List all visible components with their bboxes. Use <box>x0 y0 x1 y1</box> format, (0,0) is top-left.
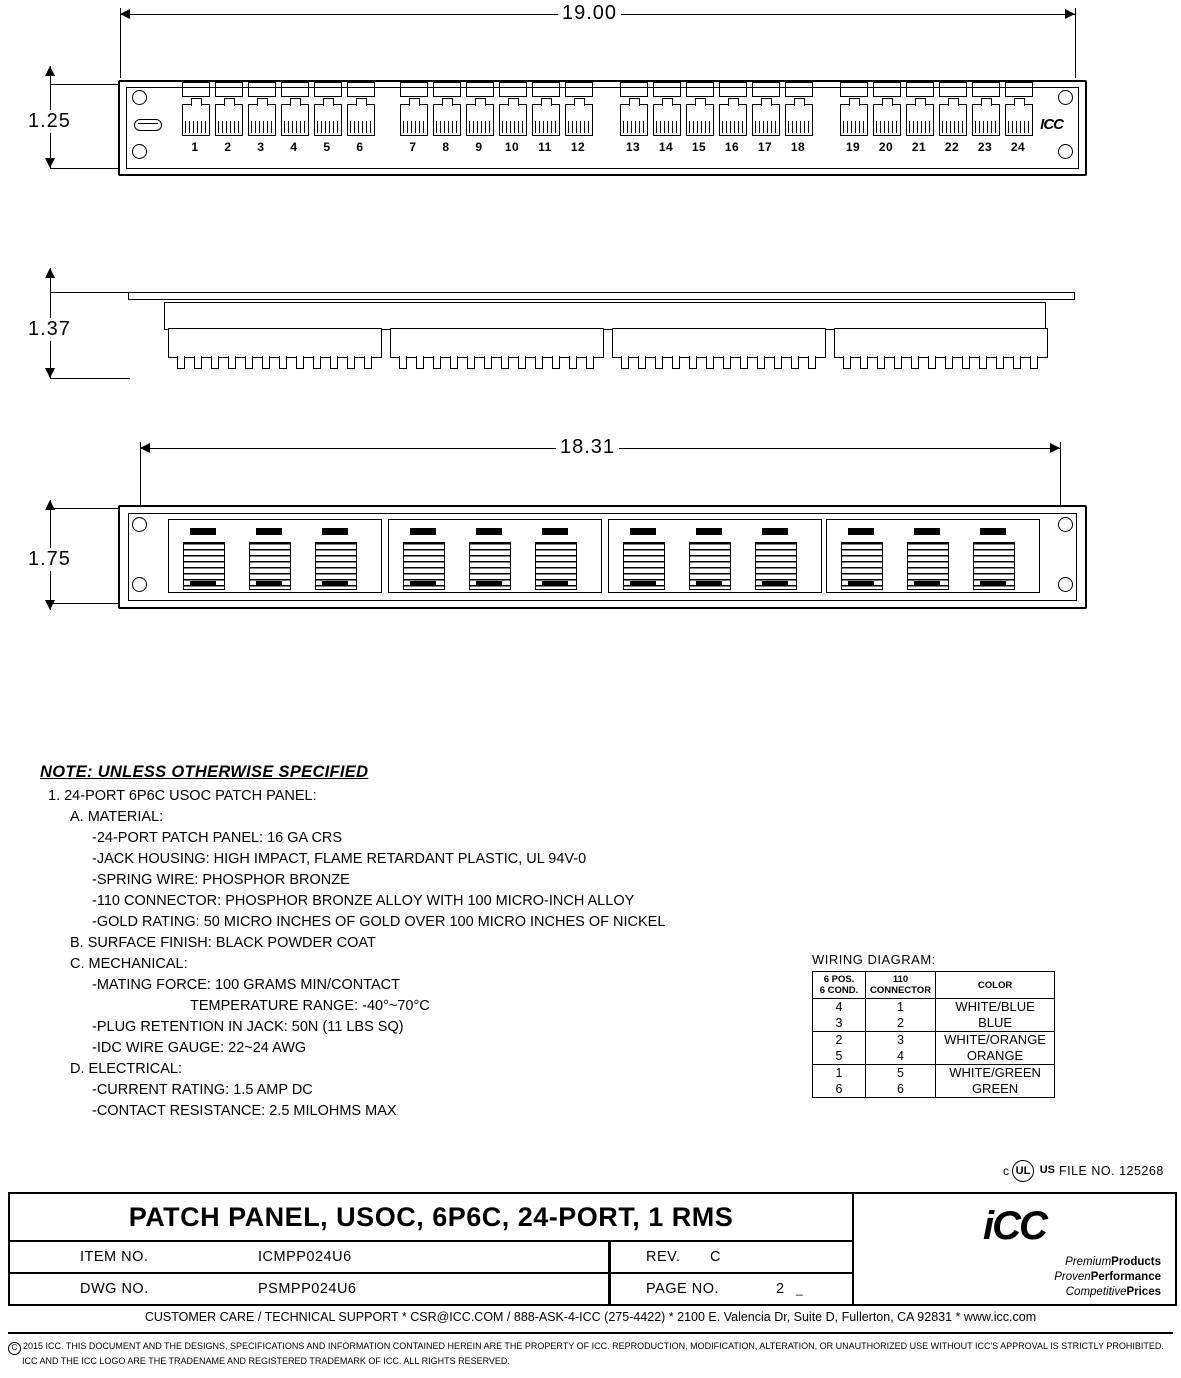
notes-a-line-1: -JACK HOUSING: HIGH IMPACT, FLAME RETARDANT PLASTIC, UL 94V-0 <box>92 851 587 867</box>
title-block-right <box>852 1194 1175 1304</box>
idc-contact <box>911 356 919 369</box>
row-0-color: WHITE/BLUE <box>936 999 1055 1016</box>
idc-contact <box>877 356 885 369</box>
row-1-position: 3 <box>813 1015 866 1032</box>
idc-contact <box>962 356 970 369</box>
table-row <box>813 1081 1055 1098</box>
ul-c-label: c <box>1003 1164 1009 1178</box>
ul-certification-block <box>1005 1160 1164 1182</box>
rear-cap-bar <box>696 528 722 535</box>
tagline-products: Products <box>1111 1256 1161 1268</box>
row-2-connector: 3 <box>866 1032 936 1049</box>
idc-contact <box>638 356 646 369</box>
front-jack-group <box>120 82 1085 174</box>
port-label-window-13 <box>620 82 648 97</box>
arrow-down-rear-height <box>45 600 55 610</box>
rear-cap-bar <box>190 528 216 535</box>
rev-value: C <box>710 1249 721 1265</box>
table-row <box>813 1048 1055 1065</box>
dwg-no-label: DWG NO. <box>80 1281 149 1297</box>
rj-jack-port-17 <box>752 104 780 136</box>
tagline-premium: Premium <box>1065 1256 1112 1268</box>
jack-contacts <box>722 121 744 133</box>
port-label-window-6 <box>347 82 375 97</box>
rear-foot-bar <box>542 581 568 586</box>
idc-contact <box>416 356 424 369</box>
port-number-15: 15 <box>691 140 707 154</box>
ext-line-side-top <box>50 292 130 293</box>
port-number-22: 22 <box>944 140 960 154</box>
ext-line-side-bottom <box>50 378 130 379</box>
idc-contact <box>228 356 236 369</box>
idc-contact <box>689 356 697 369</box>
icc-brand-mark: ICC <box>1040 116 1063 133</box>
rear-cap-bar <box>542 528 568 535</box>
ext-line-rear-bottom <box>50 603 122 604</box>
rear-foot-bar <box>322 581 348 586</box>
notes-title: NOTE: UNLESS OTHERWISE SPECIFIED <box>40 763 369 781</box>
rj-jack-port-9 <box>466 104 494 136</box>
jack-contacts <box>251 121 273 133</box>
ext-line-rear-top <box>50 508 122 509</box>
jack-contacts <box>876 121 898 133</box>
rj-jack-port-23 <box>972 104 1000 136</box>
header-position-line2: 6 COND. <box>819 985 859 996</box>
jack-contacts <box>403 121 425 133</box>
tagline-competitive-prices <box>1066 1286 1161 1298</box>
rj-jack-port-11 <box>532 104 560 136</box>
idc-contact <box>535 356 543 369</box>
header-position-line1: 6 POS. <box>823 974 855 985</box>
rear-foot-bar <box>980 581 1006 586</box>
idc-contact <box>399 356 407 369</box>
idc-contact <box>450 356 458 369</box>
row-3-color: ORANGE <box>936 1048 1055 1065</box>
rj-jack-port-14 <box>653 104 681 136</box>
tagline-prices: Prices <box>1126 1286 1161 1298</box>
port-number-10: 10 <box>504 140 520 154</box>
arrow-up-front-height <box>45 66 55 76</box>
row-2-position: 2 <box>813 1032 866 1049</box>
jack-contacts <box>185 121 207 133</box>
port-label-window-15 <box>686 82 714 97</box>
jack-contacts <box>284 121 306 133</box>
rj-jack-port-20 <box>873 104 901 136</box>
port-label-window-8 <box>433 82 461 97</box>
port-label-window-17 <box>752 82 780 97</box>
rear-module-2 <box>388 519 602 593</box>
notes-d-line-0: -CURRENT RATING: 1.5 AMP DC <box>92 1082 313 1098</box>
dim-rear-width: 18.31 <box>556 436 619 459</box>
notes-a-line-0: -24-PORT PATCH PANEL: 16 GA CRS <box>92 830 343 846</box>
port-label-window-7 <box>400 82 428 97</box>
port-label-window-18 <box>785 82 813 97</box>
side-module-3 <box>612 328 826 358</box>
port-number-17: 17 <box>757 140 773 154</box>
port-number-16: 16 <box>724 140 740 154</box>
title-block-row-dwg <box>10 1274 852 1304</box>
idc-contact <box>621 356 629 369</box>
idc-contact <box>245 356 253 369</box>
idc-contact <box>330 356 338 369</box>
ul-circle-icon: UL <box>1012 1160 1034 1182</box>
idc-contact <box>433 356 441 369</box>
header-connector-line2: CONNECTOR <box>870 985 932 996</box>
port-number-24: 24 <box>1010 140 1026 154</box>
side-module-group <box>128 292 1073 372</box>
idc-contact <box>364 356 372 369</box>
port-number-18: 18 <box>790 140 806 154</box>
jack-contacts <box>502 121 524 133</box>
idc-contact <box>774 356 782 369</box>
rear-module-1 <box>168 519 382 593</box>
idc-contact <box>569 356 577 369</box>
table-header-row <box>813 972 1055 999</box>
jack-contacts <box>568 121 590 133</box>
jack-contacts <box>317 121 339 133</box>
port-label-window-9 <box>466 82 494 97</box>
port-label-window-21 <box>906 82 934 97</box>
port-label-window-16 <box>719 82 747 97</box>
ext-line-right-rear <box>1060 442 1061 512</box>
rj-jack-port-24 <box>1005 104 1033 136</box>
jack-contacts <box>755 121 777 133</box>
jack-contacts <box>218 121 240 133</box>
idc-contact <box>894 356 902 369</box>
idc-contact <box>262 356 270 369</box>
port-number-19: 19 <box>845 140 861 154</box>
idc-contact <box>484 356 492 369</box>
jack-contacts <box>788 121 810 133</box>
port-label-window-24 <box>1005 82 1033 97</box>
table-row <box>813 1015 1055 1032</box>
rear-foot-bar <box>410 581 436 586</box>
idc-contact <box>928 356 936 369</box>
rear-cap-bar <box>848 528 874 535</box>
port-label-window-20 <box>873 82 901 97</box>
idc-contact <box>1013 356 1021 369</box>
dim-rear-height: 1.75 <box>24 548 75 571</box>
jack-contacts <box>469 121 491 133</box>
row-1-connector: 2 <box>866 1015 936 1032</box>
tagline-competitive: Competitive <box>1065 1286 1127 1298</box>
port-number-4: 4 <box>290 140 298 154</box>
dim-front-width: 19.00 <box>558 2 621 25</box>
jack-contacts <box>436 121 458 133</box>
rear-foot-bar <box>256 581 282 586</box>
rear-foot-bar <box>914 581 940 586</box>
rear-cap-bar <box>322 528 348 535</box>
port-label-window-22 <box>939 82 967 97</box>
row-3-connector: 4 <box>866 1048 936 1065</box>
rear-cap-bar <box>410 528 436 535</box>
rj-jack-port-1 <box>182 104 210 136</box>
rj-jack-port-10 <box>499 104 527 136</box>
notes-c-line-0: -MATING FORCE: 100 GRAMS MIN/CONTACT <box>92 977 401 993</box>
wiring-diagram-title: WIRING DIAGRAM: <box>812 952 936 967</box>
notes-b-line: B. SURFACE FINISH: BLACK POWDER COAT <box>70 935 376 951</box>
rear-view-panel <box>118 505 1087 609</box>
port-number-3: 3 <box>257 140 265 154</box>
port-label-window-14 <box>653 82 681 97</box>
icc-logo: iCC <box>983 1204 1046 1248</box>
rj-jack-port-8 <box>433 104 461 136</box>
idc-contact <box>843 356 851 369</box>
idc-contact <box>279 356 287 369</box>
rj-jack-port-21 <box>906 104 934 136</box>
side-module-4 <box>834 328 1048 358</box>
arrow-down-front-height <box>45 158 55 168</box>
title-block-divider-2 <box>608 1274 611 1304</box>
copyright-line-2: ICC AND THE ICC LOGO ARE THE TRADENAME AND REGISTERED TRADEMARK OF ICC. ALL RIGHTS RESERVED. <box>22 1356 510 1366</box>
page-no-label: PAGE NO. <box>646 1281 720 1297</box>
header-connector-line1: 110 <box>892 974 909 985</box>
dim-front-height: 1.25 <box>24 110 75 133</box>
row-2-color: WHITE/ORANGE <box>936 1032 1055 1049</box>
tagline-premium-products <box>1065 1256 1161 1268</box>
port-number-23: 23 <box>977 140 993 154</box>
side-module-2 <box>390 328 604 358</box>
port-number-13: 13 <box>625 140 641 154</box>
idc-contact <box>586 356 594 369</box>
row-5-position: 6 <box>813 1081 866 1098</box>
arrow-left-rear-width <box>140 443 150 453</box>
row-1-color: BLUE <box>936 1015 1055 1032</box>
rear-cap-bar <box>630 528 656 535</box>
notes-a-line-4: -GOLD RATING: 50 MICRO INCHES OF GOLD OVER 100 MICRO INCHES OF NICKEL <box>92 914 666 930</box>
title-block-left <box>10 1194 852 1304</box>
port-number-9: 9 <box>475 140 483 154</box>
port-number-11: 11 <box>538 140 552 154</box>
port-number-5: 5 <box>323 140 331 154</box>
title-block-divider-1 <box>608 1242 611 1272</box>
rj-jack-port-19 <box>840 104 868 136</box>
row-0-position: 4 <box>813 999 866 1016</box>
idc-contact <box>313 356 321 369</box>
idc-contact <box>347 356 355 369</box>
notes-block <box>40 762 740 1122</box>
rear-foot-bar <box>848 581 874 586</box>
port-number-14: 14 <box>658 140 674 154</box>
rear-foot-bar <box>762 581 788 586</box>
table-row <box>813 999 1055 1016</box>
idc-contact <box>996 356 1004 369</box>
jack-contacts <box>942 121 964 133</box>
rear-foot-bar <box>696 581 722 586</box>
rear-cap-bar <box>256 528 282 535</box>
side-module-1 <box>168 328 382 358</box>
port-label-window-3 <box>248 82 276 97</box>
idc-contact <box>672 356 680 369</box>
idc-contact <box>706 356 714 369</box>
port-number-8: 8 <box>442 140 450 154</box>
item-no-label: ITEM NO. <box>80 1249 149 1265</box>
notes-d-line-1: -CONTACT RESISTANCE: 2.5 MILOHMS MAX <box>92 1103 397 1119</box>
idc-contact <box>757 356 765 369</box>
drawing-title: PATCH PANEL, USOC, 6P6C, 24-PORT, 1 RMS <box>10 1194 852 1242</box>
idc-contact <box>467 356 475 369</box>
port-number-2: 2 <box>224 140 232 154</box>
ext-line-front-bottom <box>50 168 120 169</box>
row-5-connector: 6 <box>866 1081 936 1098</box>
rj-jack-port-2 <box>215 104 243 136</box>
port-label-window-10 <box>499 82 527 97</box>
jack-contacts <box>656 121 678 133</box>
rj-jack-port-13 <box>620 104 648 136</box>
title-block <box>8 1192 1177 1306</box>
row-0-connector: 1 <box>866 999 936 1016</box>
ul-us-label: US <box>1039 1164 1055 1176</box>
idc-contact <box>552 356 560 369</box>
copyright-block <box>8 1340 1173 1367</box>
rj-jack-port-22 <box>939 104 967 136</box>
arrow-left-front-width <box>120 9 130 19</box>
port-number-6: 6 <box>356 140 364 154</box>
arrow-right-rear-width <box>1050 443 1060 453</box>
rj-jack-port-3 <box>248 104 276 136</box>
port-label-window-19 <box>840 82 868 97</box>
port-number-12: 12 <box>570 140 586 154</box>
page-no-value: 2 <box>776 1281 785 1297</box>
table-row <box>813 1065 1055 1082</box>
port-label-window-4 <box>281 82 309 97</box>
idc-contact <box>808 356 816 369</box>
rear-foot-bar <box>630 581 656 586</box>
notes-c-line-3: -IDC WIRE GAUGE: 22~24 AWG <box>92 1040 307 1056</box>
front-view-panel <box>118 80 1087 176</box>
idc-contact <box>211 356 219 369</box>
idc-contact <box>945 356 953 369</box>
jack-contacts <box>689 121 711 133</box>
row-3-position: 5 <box>813 1048 866 1065</box>
port-number-20: 20 <box>878 140 894 154</box>
rear-module-4 <box>826 519 1040 593</box>
item-no-value: ICMPP024U6 <box>258 1249 352 1265</box>
rj-jack-port-16 <box>719 104 747 136</box>
rj-jack-port-6 <box>347 104 375 136</box>
jack-contacts <box>843 121 865 133</box>
port-label-window-12 <box>565 82 593 97</box>
notes-a-line-3: -110 CONNECTOR: PHOSPHOR BRONZE ALLOY WITH 100 MICRO-INCH ALLOY <box>92 893 635 909</box>
ul-mark-icon <box>1003 1160 1055 1182</box>
idc-contact <box>860 356 868 369</box>
dim-side-height: 1.37 <box>24 318 75 341</box>
rj-jack-port-7 <box>400 104 428 136</box>
copyright-icon: C <box>8 1342 21 1355</box>
port-number-21: 21 <box>911 140 927 154</box>
notes-a-line-2: -SPRING WIRE: PHOSPHOR BRONZE <box>92 872 350 888</box>
row-4-color: WHITE/GREEN <box>936 1065 1055 1082</box>
rj-jack-port-5 <box>314 104 342 136</box>
copyright-line-1: 2015 ICC. THIS DOCUMENT AND THE DESIGNS, SPECIFICATIONS AND INFORMATION CONTAINED HEREIN ARE THE PROPERTY OF ICC. REPRODUCTION, MODIFICATION, ALTERATION, OR UNAUTHORIZED USE WITHOUT ICC'S APPROVAL IS STRICTLY PROHIBITED. <box>23 1341 1164 1351</box>
port-label-window-2 <box>215 82 243 97</box>
page-no-underscore: _ <box>796 1282 804 1296</box>
wiring-diagram-table <box>812 971 1055 1098</box>
side-view-panel <box>128 292 1073 372</box>
rear-foot-bar <box>476 581 502 586</box>
dwg-no-value: PSMPP024U6 <box>258 1281 357 1297</box>
title-block-row-item <box>10 1242 852 1274</box>
port-label-window-23 <box>972 82 1000 97</box>
notes-c-line-1: TEMPERATURE RANGE: -40°~70°C <box>190 998 430 1014</box>
jack-contacts <box>535 121 557 133</box>
wiring-diagram-block <box>812 952 1055 1098</box>
ext-line-front-top <box>50 84 120 85</box>
header-color: COLOR <box>936 972 1055 999</box>
port-label-window-11 <box>532 82 560 97</box>
port-number-7: 7 <box>409 140 417 154</box>
idc-contact <box>1030 356 1038 369</box>
notes-a-header: A. MATERIAL: <box>70 809 164 825</box>
jack-contacts <box>975 121 997 133</box>
jack-contacts <box>909 121 931 133</box>
header-connector <box>866 972 936 999</box>
rj-jack-port-18 <box>785 104 813 136</box>
tagline-proven: Proven <box>1054 1271 1091 1283</box>
jack-contacts <box>623 121 645 133</box>
rj-jack-port-4 <box>281 104 309 136</box>
idc-contact <box>177 356 185 369</box>
rj-jack-port-12 <box>565 104 593 136</box>
arrow-down-side-height <box>45 368 55 378</box>
arrow-right-front-width <box>1065 9 1075 19</box>
notes-item-1: 1. 24-PORT 6P6C USOC PATCH PANEL: <box>48 788 317 804</box>
rear-cap-bar <box>914 528 940 535</box>
footer-divider <box>8 1332 1173 1334</box>
notes-d-header: D. ELECTRICAL: <box>70 1061 182 1077</box>
idc-contact <box>655 356 663 369</box>
notes-c-header: C. MECHANICAL: <box>70 956 188 972</box>
idc-contact <box>501 356 509 369</box>
ext-line-right-front <box>1075 8 1076 78</box>
header-position <box>813 972 866 999</box>
idc-contact <box>194 356 202 369</box>
idc-contact <box>791 356 799 369</box>
table-row <box>813 1032 1055 1049</box>
port-label-window-1 <box>182 82 210 97</box>
tagline-proven-performance <box>1054 1271 1161 1283</box>
rear-module-3 <box>608 519 822 593</box>
rev-label: REV. <box>646 1249 681 1265</box>
port-label-window-5 <box>314 82 342 97</box>
idc-contact <box>740 356 748 369</box>
rj-jack-port-15 <box>686 104 714 136</box>
jack-contacts <box>350 121 372 133</box>
rear-cap-bar <box>762 528 788 535</box>
row-5-color: GREEN <box>936 1081 1055 1098</box>
tagline-performance: Performance <box>1090 1271 1161 1283</box>
rear-cap-bar <box>980 528 1006 535</box>
idc-contact <box>296 356 304 369</box>
port-number-1: 1 <box>191 140 199 154</box>
customer-care-line: CUSTOMER CARE / TECHNICAL SUPPORT * CSR@ICC.COM / 888-ASK-4-ICC (275-4422) * 2100 E. Valencia Dr, Suite D, Fullerton, CA 92831 * www.icc.com <box>144 1310 1037 1324</box>
rear-module-group <box>120 507 1085 607</box>
jack-contacts <box>1008 121 1030 133</box>
arrow-up-side-height <box>45 268 55 278</box>
idc-contact <box>979 356 987 369</box>
row-4-connector: 5 <box>866 1065 936 1082</box>
idc-contact <box>723 356 731 369</box>
notes-c-line-2: -PLUG RETENTION IN JACK: 50N (11 LBS SQ) <box>92 1019 404 1035</box>
idc-contact <box>518 356 526 369</box>
rear-foot-bar <box>190 581 216 586</box>
rear-cap-bar <box>476 528 502 535</box>
row-4-position: 1 <box>813 1065 866 1082</box>
ul-file-number: FILE NO. 125268 <box>1059 1164 1164 1178</box>
